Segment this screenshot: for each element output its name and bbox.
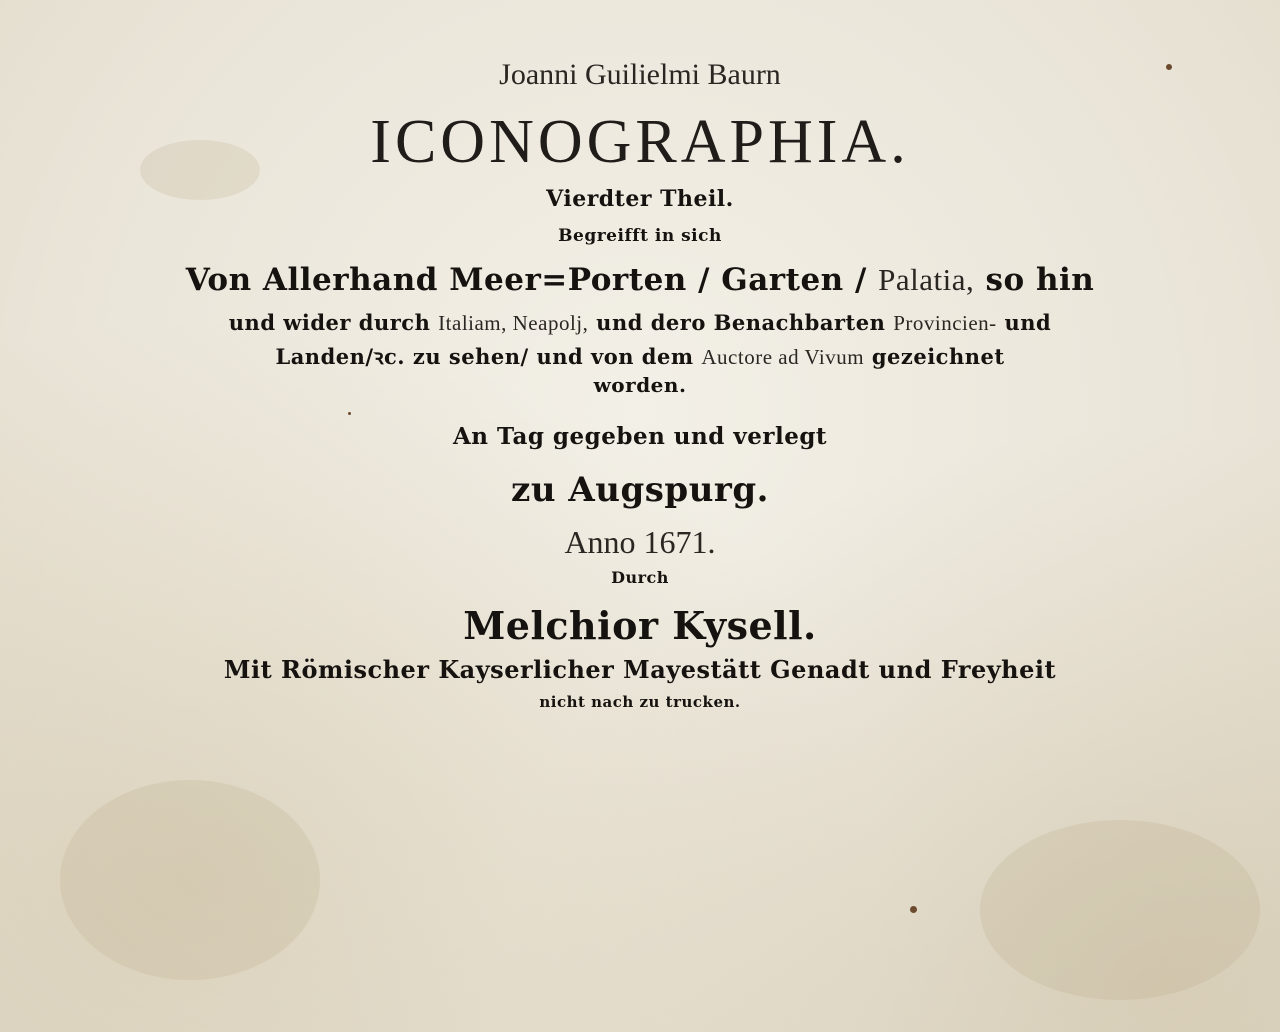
published-line: An Tag gegeben und verlegt xyxy=(452,423,828,450)
contains-line: Begreifft in sich xyxy=(558,226,722,246)
description-text: Von Allerhand Meer=Porten / Garten / xyxy=(185,262,879,298)
through-line: Durch xyxy=(611,568,669,587)
ink-spot xyxy=(348,412,351,415)
privilege-line: Mit Römischer Kayserlicher Mayestätt Genadt und Freyheit xyxy=(223,655,1057,684)
paper-stain xyxy=(60,780,320,980)
description-line-4: worden. xyxy=(593,373,687,397)
description-text: Landen/ꝛc. zu sehen/ und von dem xyxy=(275,344,702,369)
description-latin-text: Italiam, Neapolj, xyxy=(438,311,589,335)
no-reprint-line: nicht nach zu trucken. xyxy=(539,693,741,711)
description-latin-text: Provincien- xyxy=(893,311,997,335)
description-text: und wider durch xyxy=(228,310,439,335)
description-line-3 xyxy=(0,343,1280,371)
description-text: und xyxy=(996,310,1052,335)
year-line: Anno 1671. xyxy=(564,524,716,560)
author-line: Joanni Guilielmi Baurn xyxy=(499,58,781,91)
city-line: zu Augspurg. xyxy=(511,470,769,510)
description-text: gezeichnet xyxy=(864,344,1005,369)
ink-spot xyxy=(910,906,917,913)
part-line: Vierdter Theil. xyxy=(546,186,734,212)
main-title: ICONOGRAPHIA. xyxy=(370,108,910,176)
printer-name: Melchior Kysell. xyxy=(463,603,817,648)
description-text: so hin xyxy=(974,262,1095,298)
description-line-1 xyxy=(0,262,1280,298)
description-text: und dero Benachbarten xyxy=(588,310,894,335)
description-latin-text: Auctore ad Vivum xyxy=(701,345,865,369)
paper-stain xyxy=(980,820,1260,1000)
description-latin-text: Palatia, xyxy=(878,262,975,297)
description-line-2 xyxy=(0,310,1280,336)
